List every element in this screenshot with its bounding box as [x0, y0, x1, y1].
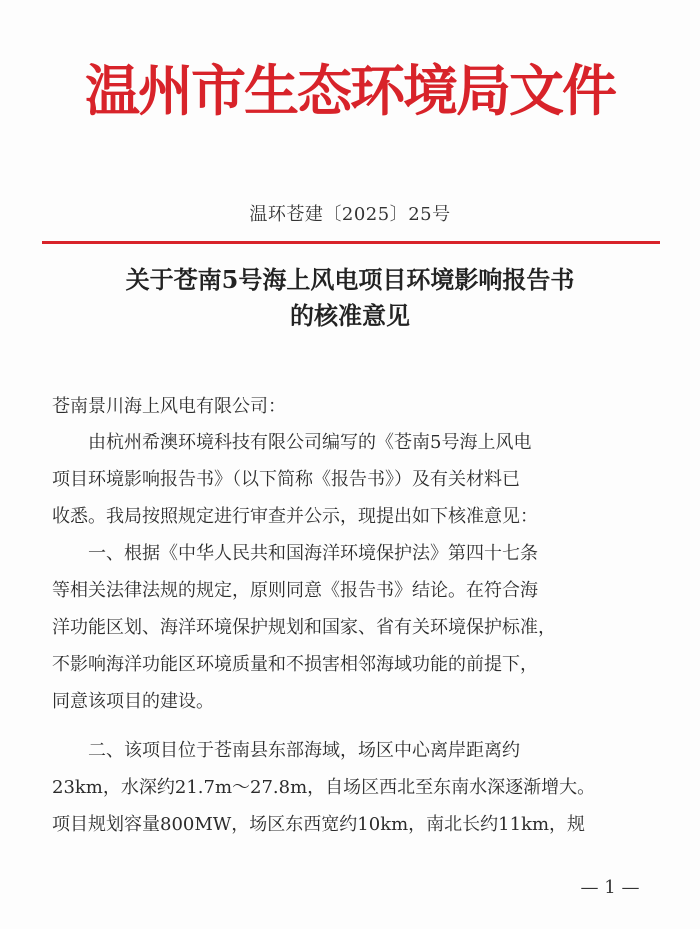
issuer-masthead: 温州市生态环境局文件 [84, 58, 615, 123]
body-line: 洋功能区划、海洋环境保护规划和国家、省有关环境保护标准， [52, 617, 556, 638]
body-line: 项目环境影响报告书》（以下简称《报告书》）及有关材料已 [52, 469, 520, 490]
body-line: 收悉。我局按照规定进行审查并公示，现提出如下核准意见： [52, 506, 538, 527]
page-number: — 1 — [580, 877, 640, 898]
body-line: 不影响海洋功能区环境质量和不损害相邻海域功能的前提下， [52, 654, 538, 675]
body-line: 项目规划容量800MW，场区东西宽约10km，南北长约11km，规 [52, 814, 586, 835]
body-line: 23km，水深约21.7m～27.8m，自场区西北至东南水深逐渐增大。 [52, 777, 596, 798]
body-line: 由杭州希澳环境科技有限公司编写的《苍南5号海上风电 [88, 432, 532, 453]
document-title [40, 262, 660, 334]
title-line-1: 关于苍南5号海上风电项目环境影响报告书 [125, 265, 575, 294]
document-number: 温环苍建〔2025〕25号 [249, 204, 451, 225]
title-line-2: 的核准意见 [290, 301, 410, 330]
body-line: 同意该项目的建设。 [52, 691, 214, 712]
body-line: 一、根据《中华人民共和国海洋环境保护法》第四十七条 [88, 543, 538, 564]
body-line: 等相关法律法规的规定，原则同意《报告书》结论。在符合海 [52, 580, 538, 601]
body-line: 二、该项目位于苍南县东部海域，场区中心离岸距离约 [88, 740, 520, 761]
salutation: 苍南景川海上风电有限公司： [52, 396, 286, 417]
red-divider-line [42, 241, 660, 244]
